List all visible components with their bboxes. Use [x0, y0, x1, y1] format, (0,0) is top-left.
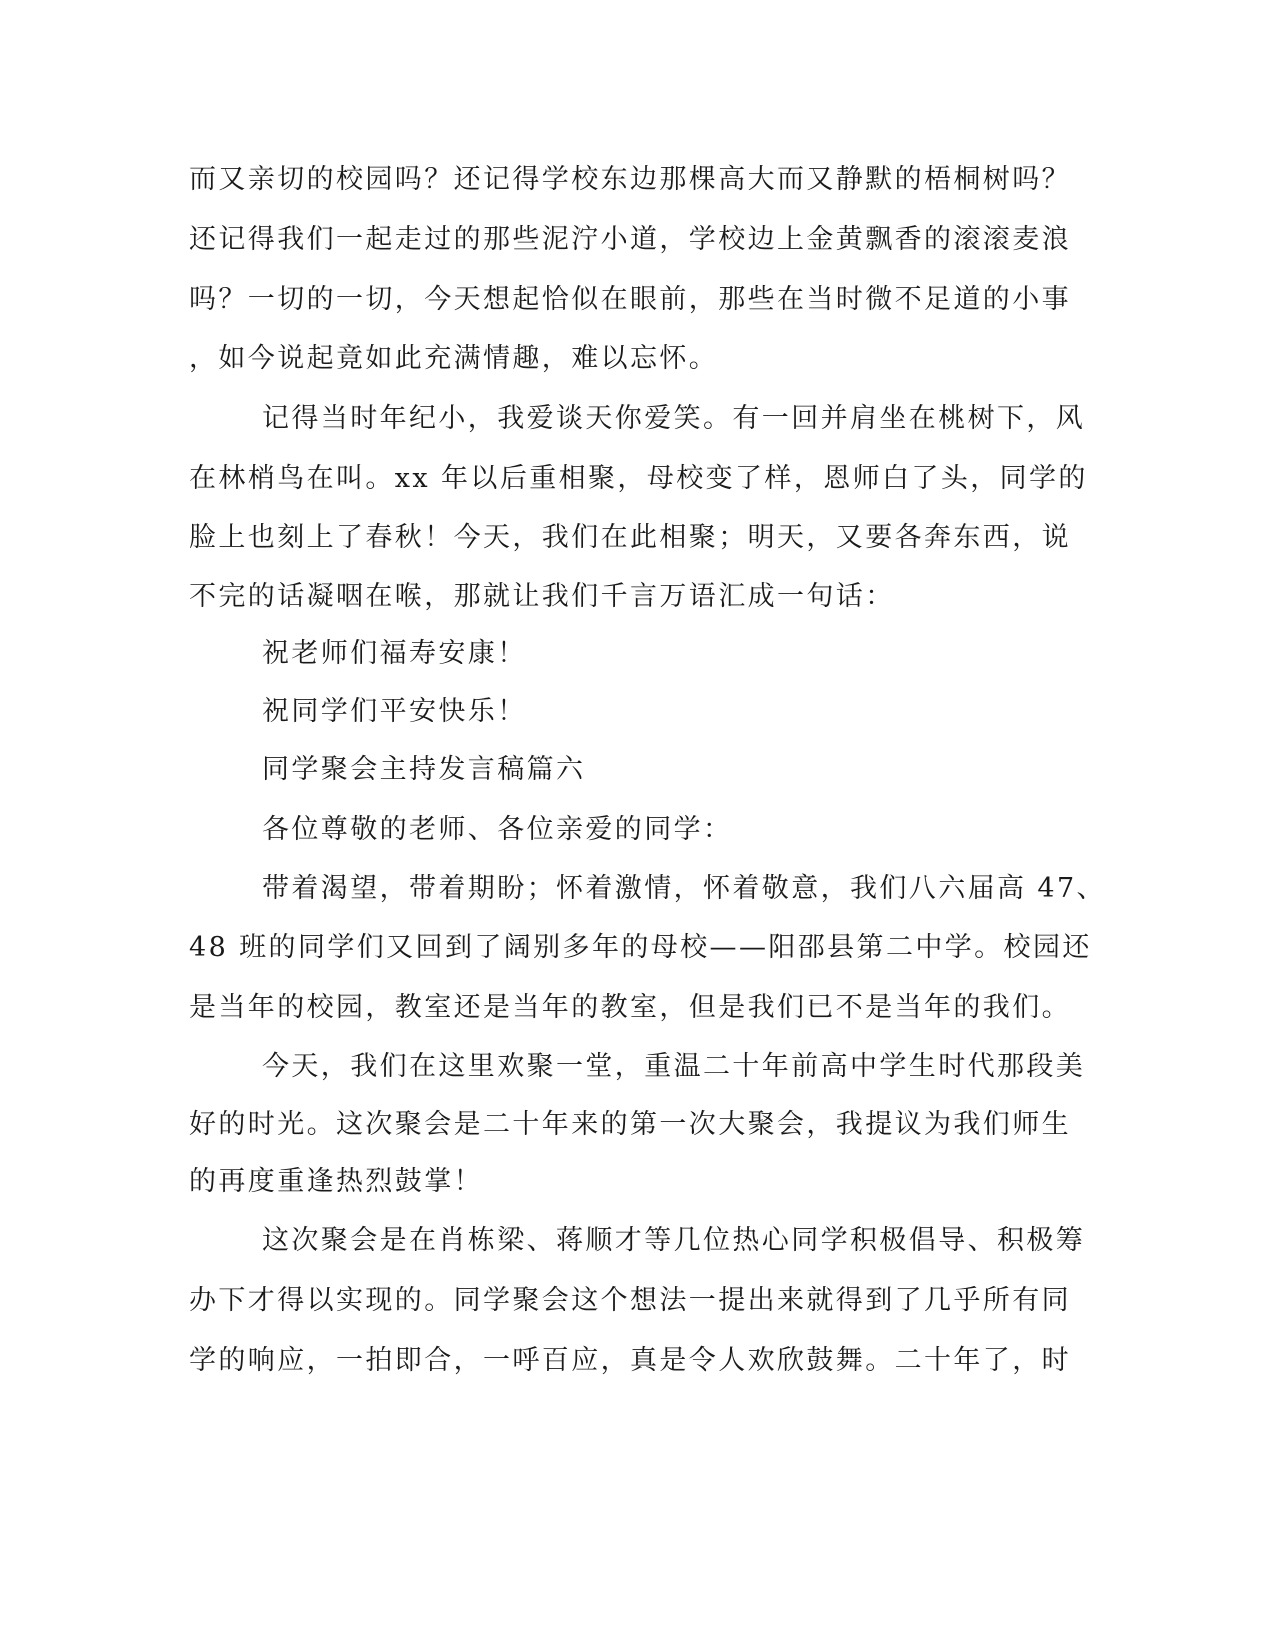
salutation: 各位尊敬的老师、各位亲爱的同学：	[262, 814, 733, 845]
text-line: 学的响应，一拍即合，一呼百应，真是令人欢欣鼓舞。二十年了，时	[189, 1345, 1071, 1376]
text-line: 脸上也刻上了春秋！今天，我们在此相聚；明天，又要各奔东西，说	[189, 522, 1071, 553]
text-line: 吗？一切的一切，今天想起恰似在眼前，那些在当时微不足道的小事	[189, 284, 1071, 315]
text-line: 今天，我们在这里欢聚一堂，重温二十年前高中学生时代那段美	[262, 1051, 1086, 1082]
text-line: 祝老师们福寿安康！	[262, 638, 527, 669]
text-line: 祝同学们平安快乐！	[262, 696, 527, 727]
text-line: 带着渴望，带着期盼；怀着激情，怀着敬意，我们八六届高 47、	[262, 873, 1106, 904]
text-line: 办下才得以实现的。同学聚会这个想法一提出来就得到了几乎所有同	[189, 1285, 1071, 1316]
text-line: 好的时光。这次聚会是二十年来的第一次大聚会，我提议为我们师生	[189, 1109, 1071, 1140]
text-line: 而又亲切的校园吗？还记得学校东边那棵高大而又静默的梧桐树吗？	[189, 164, 1071, 195]
text-line: ，如今说起竟如此充满情趣，难以忘怀。	[189, 343, 719, 374]
text-line: 在林梢鸟在叫。xx 年以后重相聚，母校变了样，恩师白了头，同学的	[189, 463, 1088, 494]
section-heading: 同学聚会主持发言稿篇六	[262, 754, 586, 785]
text-line: 这次聚会是在肖栋梁、蒋顺才等几位热心同学积极倡导、积极筹	[262, 1225, 1086, 1256]
text-line: 不完的话凝咽在喉，那就让我们千言万语汇成一句话：	[189, 581, 895, 612]
text-line: 还记得我们一起走过的那些泥泞小道，学校边上金黄飘香的滚滚麦浪	[189, 224, 1071, 255]
text-line: 48 班的同学们又回到了阔别多年的母校——阳邵县第二中学。校园还	[189, 932, 1092, 963]
text-line: 是当年的校园，教室还是当年的教室，但是我们已不是当年的我们。	[189, 992, 1071, 1023]
text-line: 的再度重逢热烈鼓掌！	[189, 1166, 483, 1197]
text-line: 记得当时年纪小，我爱谈天你爱笑。有一回并肩坐在桃树下，风	[262, 403, 1086, 434]
